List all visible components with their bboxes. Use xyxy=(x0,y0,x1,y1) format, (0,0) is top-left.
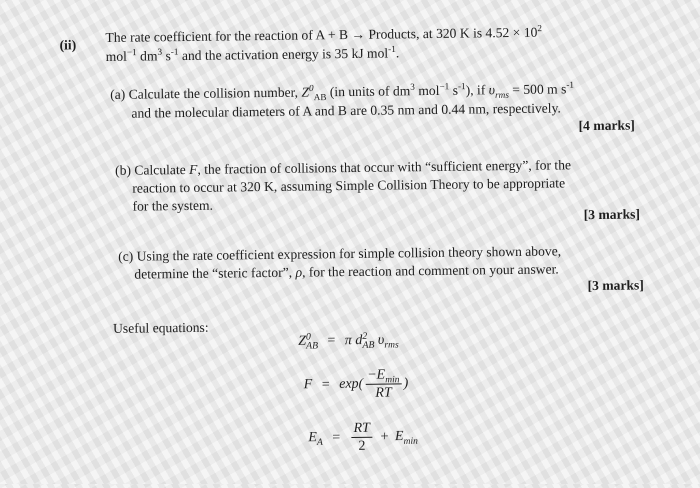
unit-dm: dm xyxy=(140,48,158,64)
part-c-text-b: , for the reaction and comment on your answer. xyxy=(301,261,559,280)
question-number: (ii) xyxy=(59,37,77,53)
part-b-text-b: , the fraction of collisions that occur with “sufficient energy”, for the xyxy=(197,157,572,177)
activation-energy-exp: -1 xyxy=(388,43,396,54)
unit-mol-exp: −1 xyxy=(126,47,137,58)
part-a-text-1: Calculate the collision number, xyxy=(128,84,299,102)
steric-factor-symbol: ρ xyxy=(295,264,303,280)
z-letter: Z xyxy=(301,84,310,100)
equation-fraction xyxy=(304,366,409,402)
power-base: 10 xyxy=(523,24,538,40)
eq1-lhs: Z xyxy=(298,333,307,349)
part-a-text-2: (in units of dm xyxy=(329,83,411,100)
eq1-d: d xyxy=(355,333,363,349)
eq2-fraction xyxy=(365,366,402,401)
eq1-d-sup: 2 xyxy=(362,330,368,342)
part-a-label: (a) xyxy=(110,86,126,102)
equation-collision-number xyxy=(298,331,399,350)
part-b-label: (b) xyxy=(115,162,132,178)
eq3-fraction xyxy=(351,420,372,455)
eq3-plus: + xyxy=(380,429,389,445)
z-sub: AB xyxy=(313,91,327,103)
part-a-speed-exp: -1 xyxy=(566,79,575,90)
z-sup: 0 xyxy=(308,82,314,93)
intro-text-b: Products, at 320 K is 4.52 xyxy=(368,25,510,42)
intro-text-a: The rate coefficient for the reaction of A + B xyxy=(105,27,349,45)
part-a-s: s xyxy=(452,82,459,98)
v-rms-symbol xyxy=(488,82,509,100)
part-c-text-a: determine the “steric factor”, xyxy=(134,264,293,282)
intro-line-2 xyxy=(106,45,400,65)
eq3-e: E xyxy=(394,429,404,445)
part-a-dm-exp: 3 xyxy=(410,81,415,92)
eq3-lhs-sub: A xyxy=(316,437,323,448)
eq2-exp: exp( xyxy=(339,376,364,392)
eq2-lhs: F xyxy=(303,377,313,393)
v-letter: υ xyxy=(488,82,496,98)
eq3-equals: = xyxy=(332,429,341,445)
part-a-line-2: and the molecular diameters of A and B are 0.35 nm and 0.44 nm, respectively. xyxy=(131,100,561,121)
part-b-marks: [3 marks] xyxy=(583,206,641,223)
eq2-num-text: −E xyxy=(367,367,386,383)
unit-s: s xyxy=(165,48,171,64)
eq3-lhs: E xyxy=(308,430,318,446)
intro-end-period: . xyxy=(395,45,400,61)
part-b-line-2: reaction to occur at 320 K, assuming Simple Collision Theory to be appropriate xyxy=(132,175,566,196)
part-a-s-exp: -1 xyxy=(457,81,466,92)
part-a-marks: [4 marks] xyxy=(578,117,635,134)
part-a-text-6: = 500 m s xyxy=(512,81,567,98)
power-exponent: 2 xyxy=(537,23,542,34)
intro-line-1 xyxy=(105,25,542,46)
equation-activation-energy xyxy=(308,419,418,455)
eq1-v-sub: rms xyxy=(384,340,399,351)
eq2-num-sub: min xyxy=(385,375,400,386)
fraction-symbol: F xyxy=(189,161,198,177)
part-a-line-1 xyxy=(110,81,574,103)
eq1-v: υ xyxy=(377,332,385,348)
eq2-denominator: RT xyxy=(375,385,392,401)
eq3-e-sub: min xyxy=(403,436,418,447)
times-symbol: × xyxy=(512,24,521,40)
eq1-d-sub: AB xyxy=(362,339,375,351)
activation-energy-text: and the activation energy is 35 kJ mol xyxy=(181,45,389,64)
part-a-mol: mol xyxy=(418,82,440,99)
eq2-equals: = xyxy=(321,376,330,393)
unit-mol: mol xyxy=(105,48,127,64)
unit-s-exp: -1 xyxy=(170,46,179,57)
eq3-denominator: 2 xyxy=(358,438,366,454)
part-c-marks: [3 marks] xyxy=(587,277,644,294)
collision-number-symbol xyxy=(301,82,327,103)
eq1-lhs-sub: AB xyxy=(305,340,319,352)
part-a-text-5: ), if xyxy=(465,82,486,98)
eq3-numerator: RT xyxy=(351,420,372,438)
part-b-line-3: for the system. xyxy=(132,197,214,214)
reaction-arrow: → xyxy=(351,26,366,42)
part-c-line-2 xyxy=(134,261,559,282)
equations-heading: Useful equations: xyxy=(112,319,209,336)
part-a-mol-exp: −1 xyxy=(439,81,450,92)
eq2-close: ) xyxy=(403,376,409,392)
unit-dm-exp: 3 xyxy=(157,46,163,57)
part-c-label: (c) xyxy=(118,248,134,264)
v-sub: rms xyxy=(494,89,509,100)
part-b-text-a: Calculate xyxy=(134,162,186,178)
eq1-lhs-sup: 0 xyxy=(305,331,311,343)
part-c-text-1: Using the rate coefficient expression for simple collision theory shown above, xyxy=(136,243,562,264)
eq1-equals: = xyxy=(327,333,336,349)
eq1-pi: π xyxy=(344,333,352,349)
eq2-numerator xyxy=(365,366,401,384)
